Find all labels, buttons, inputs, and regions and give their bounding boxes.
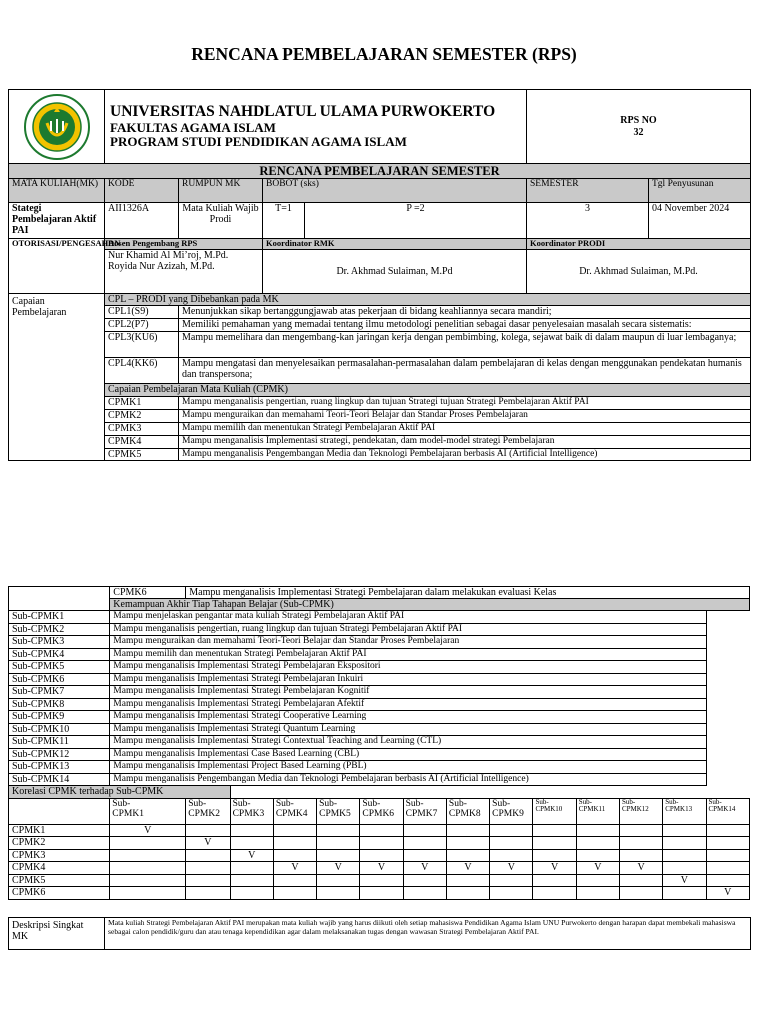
korelasi-cell (273, 887, 316, 900)
subcpmk-text: Mampu menganalisis pengertian, ruang lingkup dan tujuan Strategi Pembelajaran Aktif PAI (110, 623, 706, 636)
subcpmk-text: Mampu menganalisis Implementasi Strategi Pembelajaran Ekspositori (110, 661, 706, 674)
subcpmk-code: Sub-CPMK2 (9, 623, 110, 636)
korelasi-cell: V (619, 862, 662, 875)
dosen-2: Royida Nur Azizah, M.Pd. (108, 261, 215, 273)
korelasi-row (9, 849, 750, 862)
korelasi-cell (273, 824, 316, 837)
cpl-text: Mampu mengatasi dan menyelesaikan permasalahan-permasalahan dalam pembelajaran di kelas dengan menggunakan pendekatan humanis dan transpersona; (179, 358, 751, 384)
subcpmk-text: Mampu menganalisis Implementasi Strategi Cooperative Learning (110, 711, 706, 724)
section-title: RENCANA PEMBELAJARAN SEMESTER (9, 164, 751, 179)
subcpmk-header: Kemampuan Akhir Tiap Tahapan Belajar (Sub-CPMK) (110, 599, 750, 611)
korelasi-col-prefix: Sub- (621, 797, 636, 806)
subcpmk-text: Mampu menganalisis Implementasi Project Based Learning (PBL) (110, 761, 706, 774)
korelasi-cell (706, 874, 750, 887)
korelasi-cell (576, 837, 619, 850)
subcpmk-code: Sub-CPMK4 (9, 648, 110, 661)
cpmk-code: CPMK4 (105, 436, 179, 449)
document-title: RENCANA PEMBELAJARAN SEMESTER (RPS) (191, 44, 577, 64)
subcpmk-text: Mampu menganalisis Implementasi Strategi Pembelajaran Inkuiri (110, 673, 706, 686)
korelasi-cell (490, 837, 533, 850)
korelasi-col-prefix: Sub- (405, 798, 424, 809)
korelasi-cell: V (110, 824, 186, 837)
cpmk-code: CPMK1 (105, 397, 179, 410)
korelasi-row-code: CPMK6 (9, 887, 110, 900)
korelasi-col-prefix: Sub- (188, 798, 207, 809)
korelasi-col-code: CPMK8 (448, 809, 481, 820)
subcpmk-code: Sub-CPMK6 (9, 673, 110, 686)
course-rumpun: Mata Kuliah Wajib Prodi (179, 203, 263, 239)
subcpmk-row (9, 686, 750, 699)
korelasi-col-code: CPMK9 (492, 809, 524, 820)
korelasi-col-code: CPMK2 (188, 809, 220, 820)
korelasi-cell (446, 837, 489, 850)
korelasi-col-header (576, 798, 619, 824)
rps-no-label: RPS NO (620, 115, 657, 127)
subcpmk-row (9, 748, 750, 761)
cpmk-code: CPMK6 (110, 587, 186, 599)
korelasi-col-header (663, 798, 706, 824)
korelasi-col-header (186, 798, 230, 824)
korelasi-cell (490, 874, 533, 887)
label-semester: SEMESTER (527, 179, 649, 203)
cpmk-text: Mampu menguraikan dan memahami Teori-Teori Belajar dan Standar Proses Pembelajaran (179, 410, 751, 423)
korelasi-cell (230, 887, 273, 900)
subcpmk-row (9, 723, 750, 736)
rps-header-table (8, 89, 751, 461)
korelasi-col-prefix: Sub- (275, 798, 294, 809)
korelasi-cell (186, 887, 230, 900)
course-tgl: 04 November 2024 (649, 203, 751, 239)
subcpmk-row (9, 698, 750, 711)
university-logo (23, 93, 91, 161)
korelasi-cell (360, 837, 403, 850)
cpl-code: CPL2(P7) (105, 319, 179, 332)
korelasi-row (9, 874, 750, 887)
korelasi-cell (490, 824, 533, 837)
korelasi-cell (576, 874, 619, 887)
subcpmk-text: Mampu menganalisis Implementasi Strategi Pembelajaran Kognitif (110, 686, 706, 699)
subcpmk-row (9, 673, 750, 686)
korelasi-cell (110, 874, 186, 887)
korelasi-cell: V (576, 862, 619, 875)
korelasi-cell (619, 887, 662, 900)
subcpmk-text: Mampu menganalisis Implementasi Case Based Learning (CBL) (110, 748, 706, 761)
korelasi-cell (446, 887, 489, 900)
korelasi-cell (230, 862, 273, 875)
korelasi-cell (186, 862, 230, 875)
korelasi-col-header (446, 798, 489, 824)
subcpmk-code: Sub-CPMK12 (9, 748, 110, 761)
korelasi-row-code: CPMK5 (9, 874, 110, 887)
capaian-label: Capaian Pembelajaran (9, 294, 105, 461)
korelasi-col-header (619, 798, 662, 824)
korelasi-cell (663, 837, 706, 850)
subcpmk-list (9, 611, 750, 786)
korelasi-corner (9, 798, 110, 824)
korelasi-cell (533, 849, 576, 862)
rps-no-value: 32 (633, 126, 644, 138)
korelasi-row (9, 824, 750, 837)
subcpmk-row (9, 636, 750, 649)
korelasi-col-code: CPMK13 (665, 805, 693, 814)
korelasi-cell: V (360, 862, 403, 875)
subcpmk-code: Sub-CPMK8 (9, 698, 110, 711)
label-rumpun: RUMPUN MK (179, 179, 263, 203)
korelasi-col-code: CPMK1 (112, 809, 144, 820)
subcpmk-text: Mampu menguraikan dan memahami Teori-Teori Belajar dan Standar Proses Pembelajaran (110, 636, 706, 649)
korelasi-cell (706, 824, 750, 837)
subcpmk-code: Sub-CPMK5 (9, 661, 110, 674)
rps-no-cell (527, 90, 751, 164)
korelasi-col-code: CPMK5 (319, 809, 351, 820)
university-name: UNIVERSITAS NAHDLATUL ULAMA PURWOKERTO (110, 103, 496, 121)
faculty-name: FAKULTAS AGAMA ISLAM (110, 119, 276, 135)
korelasi-matrix (9, 824, 750, 899)
korelasi-col-header (403, 798, 446, 824)
dosen-1: Nur Khamid Al Mi’roj, M.Pd. (108, 250, 229, 261)
cpmk-text: Mampu memilih dan menentukan Strategi Pembelajaran Aktif PAI (179, 423, 751, 436)
cpmk-text: Mampu menganalisis Implementasi Strategi Pembelajaran dalam melakukan evaluasi Kelas (186, 587, 750, 599)
subcpmk-row (9, 623, 750, 636)
korelasi-cell (446, 824, 489, 837)
korelasi-cell (706, 862, 750, 875)
korelasi-cell (273, 849, 316, 862)
korelasi-col-prefix: Sub- (319, 798, 338, 809)
korelasi-cell (619, 837, 662, 850)
subcpmk-text: Mampu menjelaskan pengantar mata kuliah Strategi Pembelajaran Aktif PAI (110, 611, 706, 624)
prodi-label: Koordinator PRODI (527, 239, 751, 250)
deskripsi-table (8, 917, 751, 950)
label-mata-kuliah: MATA KULIAH(MK) (9, 179, 105, 203)
korelasi-cell (110, 887, 186, 900)
subcpmk-code: Sub-CPMK3 (9, 636, 110, 649)
rps-continuation-table (8, 586, 750, 900)
korelasi-col-prefix: Sub- (535, 797, 549, 806)
korelasi-col-code: CPMK3 (232, 809, 265, 820)
korelasi-cell (533, 887, 576, 900)
course-name: Stategi Pembelajaran Aktif PAI (9, 203, 105, 239)
korelasi-col-code: CPMK14 (708, 805, 736, 814)
korelasi-cell (110, 849, 186, 862)
korelasi-cell (663, 849, 706, 862)
korelasi-cell (490, 849, 533, 862)
korelasi-cell (186, 824, 230, 837)
korelasi-col-prefix: Sub- (448, 798, 467, 809)
cpmk-header: Capaian Pembelajaran Mata Kuliah (CPMK) (105, 384, 751, 397)
korelasi-cell (360, 887, 403, 900)
korelasi-cell (576, 824, 619, 837)
korelasi-cell: V (706, 887, 750, 900)
subcpmk-code: Sub-CPMK1 (9, 611, 110, 624)
korelasi-col-code: CPMK6 (362, 809, 395, 820)
korelasi-cell (230, 837, 273, 850)
korelasi-cell: V (446, 862, 489, 875)
korelasi-cell (619, 874, 662, 887)
program-name: PROGRAM STUDI PENDIDIKAN AGAMA ISLAM (110, 134, 407, 150)
korelasi-col-code: CPMK7 (405, 809, 438, 820)
subcpmk-text: Mampu menganalisis Implementasi Strategi Pembelajaran Afektif (110, 698, 706, 711)
korelasi-cell (446, 849, 489, 862)
subcpmk-row (9, 736, 750, 749)
korelasi-cell (317, 837, 360, 850)
course-code: AII1326A (105, 203, 179, 239)
korelasi-cell (317, 887, 360, 900)
korelasi-cell (110, 837, 186, 850)
korelasi-row (9, 862, 750, 875)
korelasi-cell (403, 887, 446, 900)
subcpmk-text: Mampu menganalisis Implementasi Strategi Quantum Learning (110, 723, 706, 736)
subcpmk-code: Sub-CPMK14 (9, 773, 110, 786)
korelasi-cell (663, 824, 706, 837)
cpl-code: CPL3(KU6) (105, 332, 179, 358)
korelasi-cell (619, 824, 662, 837)
korelasi-cell (360, 874, 403, 887)
cpl-text: Menunjukkan sikap bertanggungjawab atas pekerjaan di bidang keahliannya secara mandiri; (179, 306, 751, 319)
subcpmk-row (9, 761, 750, 774)
korelasi-cell: V (663, 874, 706, 887)
korelasi-col-header (230, 798, 273, 824)
korelasi-col-code: CPMK12 (621, 805, 649, 814)
subcpmk-code: Sub-CPMK10 (9, 723, 110, 736)
korelasi-col-header (490, 798, 533, 824)
subcpmk-row (9, 648, 750, 661)
korelasi-cell: V (186, 837, 230, 850)
korelasi-col-prefix: Sub- (492, 798, 511, 809)
logo-cell (9, 90, 105, 164)
korelasi-cell (706, 837, 750, 850)
cpl-header: CPL – PRODI yang Dibebankan pada MK (105, 294, 751, 306)
korelasi-cell: V (317, 862, 360, 875)
korelasi-row-code: CPMK3 (9, 849, 110, 862)
korelasi-col-header (706, 798, 750, 824)
korelasi-cell (533, 824, 576, 837)
korelasi-cell (273, 837, 316, 850)
cpmk-text: Mampu menganalisis pengertian, ruang lingkup dan tujuan Strategi tujuan Strategi Pembelajaran Aktif PAI (179, 397, 751, 410)
cpl-text: Mampu memelihara dan mengembang-kan jaringan kerja dengan pembimbing, kolega, sejawat baik di dalam maupun di luar lembaganya; (179, 332, 751, 358)
label-kode: KODE (105, 179, 179, 203)
cpmk-code: CPMK5 (105, 449, 179, 461)
korelasi-cell (576, 887, 619, 900)
deskripsi-text: Mata kuliah Strategi Pembelajaran Aktif PAI merupakan mata kuliah wajib yang harus diikuti oleh setiap mahasiswa Pendidikan Agama Islam UNU Purwokerto dengan harapan dapat membekali mahasiswa sebagai calon pendidik/guru dan atau tenaga kependidikan agar dalam melaksanakan tugas dengan wawasan Strategi Pembelajaran Aktif PAI. (105, 918, 751, 950)
korelasi-header-spacer (230, 786, 706, 798)
korelasi-col-prefix: Sub- (578, 797, 592, 806)
korelasi-cell (110, 862, 186, 875)
korelasi-col-header (360, 798, 403, 824)
korelasi-cell (186, 874, 230, 887)
korelasi-row-code: CPMK4 (9, 862, 110, 875)
subcpmk-text: Mampu memilih dan menentukan Strategi Pembelajaran Aktif PAI (110, 648, 706, 661)
korelasi-cell (273, 874, 316, 887)
korelasi-col-prefix: Sub- (665, 797, 679, 806)
bobot-p: P =2 (305, 203, 527, 239)
korelasi-cell: V (490, 862, 533, 875)
korelasi-col-code: CPMK10 (535, 805, 563, 814)
subcpmk-text: Mampu menganalisis Pengembangan Media dan Teknologi Pembelajaran berbasis AI (Artificial Intelligence) (110, 773, 706, 786)
korelasi-col-code: CPMK11 (578, 805, 606, 814)
korelasi-header: Korelasi CPMK terhadap Sub-CPMK (9, 786, 231, 798)
rmk-label: Koordinator RMK (263, 239, 527, 250)
otorisasi-label: OTORISASI/PENGESAHAN (9, 239, 105, 294)
cpmk-code: CPMK3 (105, 423, 179, 436)
institution-cell (105, 90, 527, 164)
subcpmk-code: Sub-CPMK11 (9, 736, 110, 749)
cpl-code: CPL1(S9) (105, 306, 179, 319)
subcpmk-row (9, 661, 750, 674)
korelasi-cell (446, 874, 489, 887)
bobot-t: T=1 (263, 203, 305, 239)
korelasi-col-prefix: Sub- (232, 798, 251, 809)
subcpmk-code: Sub-CPMK9 (9, 711, 110, 724)
korelasi-cell (663, 862, 706, 875)
label-bobot: BOBOT (sks) (263, 179, 527, 203)
korelasi-col-prefix: Sub- (112, 798, 131, 809)
korelasi-row (9, 887, 750, 900)
korelasi-col-prefix: Sub- (708, 797, 722, 806)
korelasi-cell (533, 837, 576, 850)
korelasi-col-header (110, 798, 186, 824)
korelasi-cell (186, 849, 230, 862)
cpl-code: CPL4(KK6) (105, 358, 179, 384)
label-tgl: Tgl Penyusunan (649, 179, 751, 203)
subcpmk-text: Mampu menganalisis Implementasi Strategi Contextual Teaching and Learning (CTL) (110, 736, 706, 749)
korelasi-cell (663, 887, 706, 900)
korelasi-col-code: CPMK4 (275, 809, 308, 820)
cpl-text: Memiliki pemahaman yang memadai tentang ilmu metodologi penelitian sebagai dasar penyelesaian masalah secara sistematis: (179, 319, 751, 332)
korelasi-col-header (317, 798, 360, 824)
subcpmk-row (9, 773, 750, 786)
korelasi-row-code: CPMK2 (9, 837, 110, 850)
korelasi-cell: V (533, 862, 576, 875)
korelasi-cell: V (230, 849, 273, 862)
dosen-label: Dosen Pengembang RPS (105, 239, 263, 250)
rmk-name: Dr. Akhmad Sulaiman, M.Pd (263, 250, 527, 294)
course-semester: 3 (527, 203, 649, 239)
subcpmk-row (9, 611, 750, 624)
korelasi-cell (230, 824, 273, 837)
korelasi-cell (403, 837, 446, 850)
korelasi-col-header (533, 798, 576, 824)
korelasi-cell (317, 824, 360, 837)
korelasi-cell (533, 874, 576, 887)
korelasi-col-prefix: Sub- (362, 798, 381, 809)
prodi-name: Dr. Akhmad Sulaiman, M.Pd. (527, 250, 751, 294)
cpmk-text: Mampu menganalisis Implementasi strategi, pendekatan, dam model-model strategi Pembelajaran (179, 436, 751, 449)
korelasi-cell (490, 887, 533, 900)
korelasi-column-headers (9, 798, 750, 824)
korelasi-cell: V (273, 862, 316, 875)
korelasi-cell (230, 874, 273, 887)
korelasi-cell (360, 824, 403, 837)
korelasi-cell (706, 849, 750, 862)
korelasi-cell (360, 849, 403, 862)
korelasi-cell (619, 849, 662, 862)
korelasi-cell (403, 849, 446, 862)
korelasi-cell (403, 874, 446, 887)
korelasi-cell (317, 874, 360, 887)
korelasi-row-code: CPMK1 (9, 824, 110, 837)
korelasi-cell (576, 849, 619, 862)
subcpmk-code: Sub-CPMK7 (9, 686, 110, 699)
deskripsi-label: Deskripsi Singkat MK (9, 918, 105, 950)
korelasi-col-header (273, 798, 316, 824)
korelasi-cell (317, 849, 360, 862)
subcpmk-row (9, 711, 750, 724)
subcpmk-code: Sub-CPMK13 (9, 761, 110, 774)
dosen-names (105, 250, 263, 294)
cpmk-text: Mampu menganalisis Pengembangan Media dan Teknologi Pembelajaran berbasis AI (Artificial Intelligence) (179, 449, 751, 461)
korelasi-row (9, 837, 750, 850)
korelasi-cell: V (403, 862, 446, 875)
korelasi-cell (403, 824, 446, 837)
cpmk-code: CPMK2 (105, 410, 179, 423)
capaian-continued (9, 587, 110, 611)
